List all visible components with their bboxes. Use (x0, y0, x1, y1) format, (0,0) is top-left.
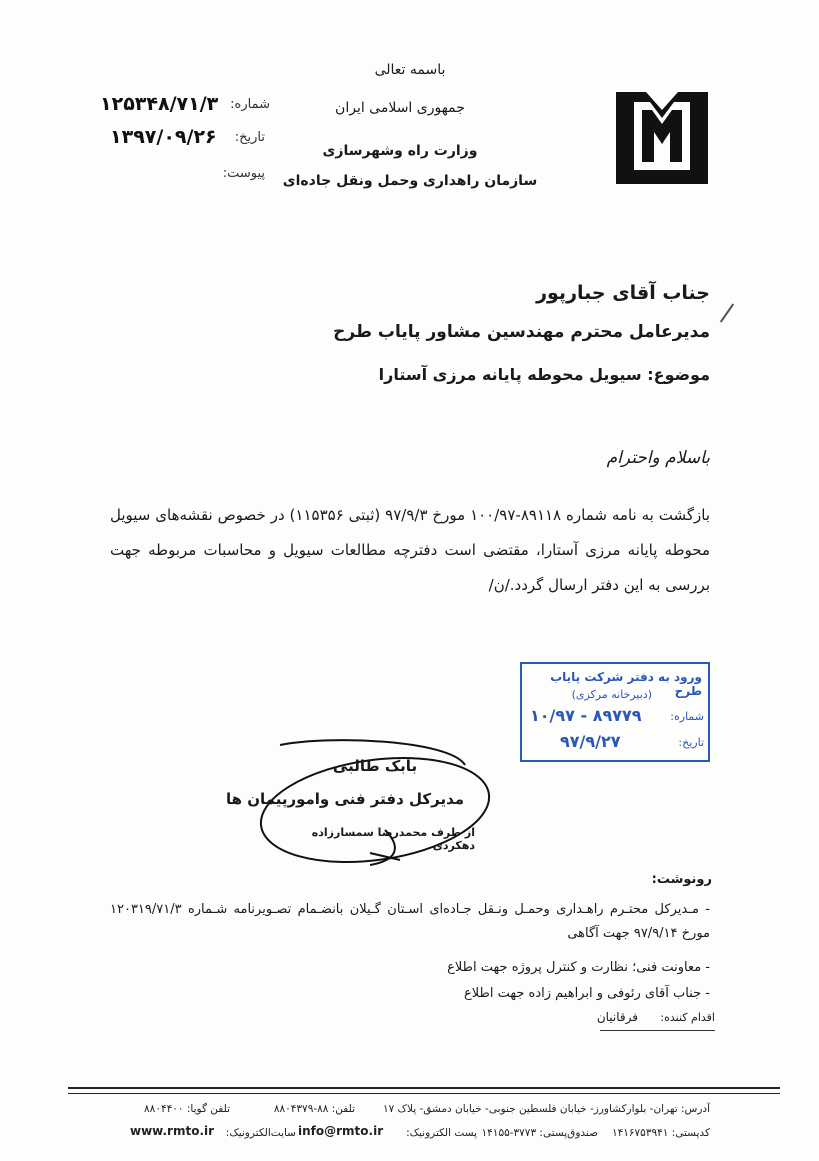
greeting: باسلام واحترام (606, 448, 710, 468)
date-label: تاریخ: (234, 130, 265, 145)
signer-name: بابک طالبی (332, 757, 418, 775)
footer-website-label: سایت‌الکترونیک: (225, 1127, 296, 1139)
recipient-position: مدیرعامل محترم مهندسین مشاور پایاب طرح (333, 322, 710, 342)
signer-title: مدیرکل دفتر فنی وامورپیمان ها (225, 790, 465, 808)
cc-item: - معاونت فنی؛ نظارت و کنترل پروژه جهت اطلاع (447, 960, 710, 975)
action-label: اقدام کننده: (660, 1011, 715, 1024)
stamp-date-value: ۹۷/۹/۲۷ (560, 732, 621, 751)
stamp-subtitle: (دبیرخانه مرکزی) (571, 688, 652, 701)
footer-website[interactable]: www.rmto.ir (130, 1124, 215, 1138)
cc-item: - جناب آقای رئوفی و ابراهیم زاده جهت اطلاع (463, 986, 710, 1001)
number-value: ۱۲۵۳۴۸/۷۱/۳ (100, 93, 219, 115)
pen-mark (720, 303, 734, 322)
footer-address: آدرس: تهران- بلوارکشاورز- خیابان فلسطین جنوبی- خیابان دمشق- پلاک ۱۷ (382, 1103, 710, 1115)
footer-divider-bottom (68, 1093, 780, 1094)
basmala: باسمه تعالی (374, 62, 446, 78)
footer-phone: تلفن: ۸۸-۸۸۰۴۳۷۹ (273, 1103, 355, 1115)
stamp-title: ورود به دفتر شرکت پایاب طرح (550, 670, 702, 698)
attachment-label: پیوست: (222, 166, 265, 181)
cc-label: رونوشت: (651, 872, 712, 887)
cc-item: - مـدیرکل محتـرم راهـداری وحمـل ونـقل جـاده‌ای اسـتان گـیلان بانضـمام تصـویرنامه شـماره ۱۲۰۳۱۹/۷۱/۳ مورخ ۹۷/۹/۱۴ جهت آگاهی (110, 902, 710, 941)
footer-divider-top (68, 1087, 780, 1089)
stamp-number-label: شماره: (670, 710, 704, 723)
footer-pobox: صندوق‌پستی: ۳۷۷۳-۱۴۱۵۵ (481, 1127, 598, 1139)
footer-postal-code: کدپستی: ۱۴۱۶۷۵۳۹۴۱ (611, 1127, 710, 1139)
country-name: جمهوری اسلامی ایران (335, 100, 465, 116)
stamp-date-label: تاریخ: (678, 736, 704, 749)
signer-on-behalf: از طرف محمدرضا سمسارزاده دهکردی (311, 826, 475, 852)
organization-logo (612, 88, 712, 188)
date-value: ۱۳۹۷/۰۹/۲۶ (110, 126, 217, 148)
stamp-number-value: ۱۰/۹۷ - ۸۹۷۷۹ (530, 706, 642, 725)
subject-line: موضوع: سیویل محوطه پایانه مرزی آستارا (378, 365, 710, 384)
ministry-name: وزارت راه وشهرسازی (322, 143, 478, 159)
footer-email-label: پست الکترونیک: (406, 1127, 477, 1139)
action-person: فرقانیان (596, 1010, 638, 1024)
letter-body: بازگشت به نامه شماره ۸۹۱۱۸-۱۰۰/۹۷ مورخ ۹۷/۹/۳ (ثبتی ۱۱۵۳۵۶) در خصوص نقشه‌های سیویل محوطه پایانه مرزی آستارا، مقتضی است دفترچه مطالعات سیویل و محاسبات مربوطه جهت بررسی به این دفتر ارسال گردد./ن/ (110, 506, 710, 594)
footer-auto-phone: تلفن گویا: ۸۸۰۴۴۰۰ (144, 1103, 230, 1115)
action-underline (600, 1030, 715, 1031)
recipient-name: جناب آقای جبارپور (536, 282, 710, 304)
organization-name: سازمان راهداری وحمل ونقل جاده‌ای (282, 173, 538, 189)
number-label: شماره: (230, 97, 270, 112)
footer-email[interactable]: info@rmto.ir (298, 1124, 384, 1138)
receipt-stamp (520, 662, 710, 762)
